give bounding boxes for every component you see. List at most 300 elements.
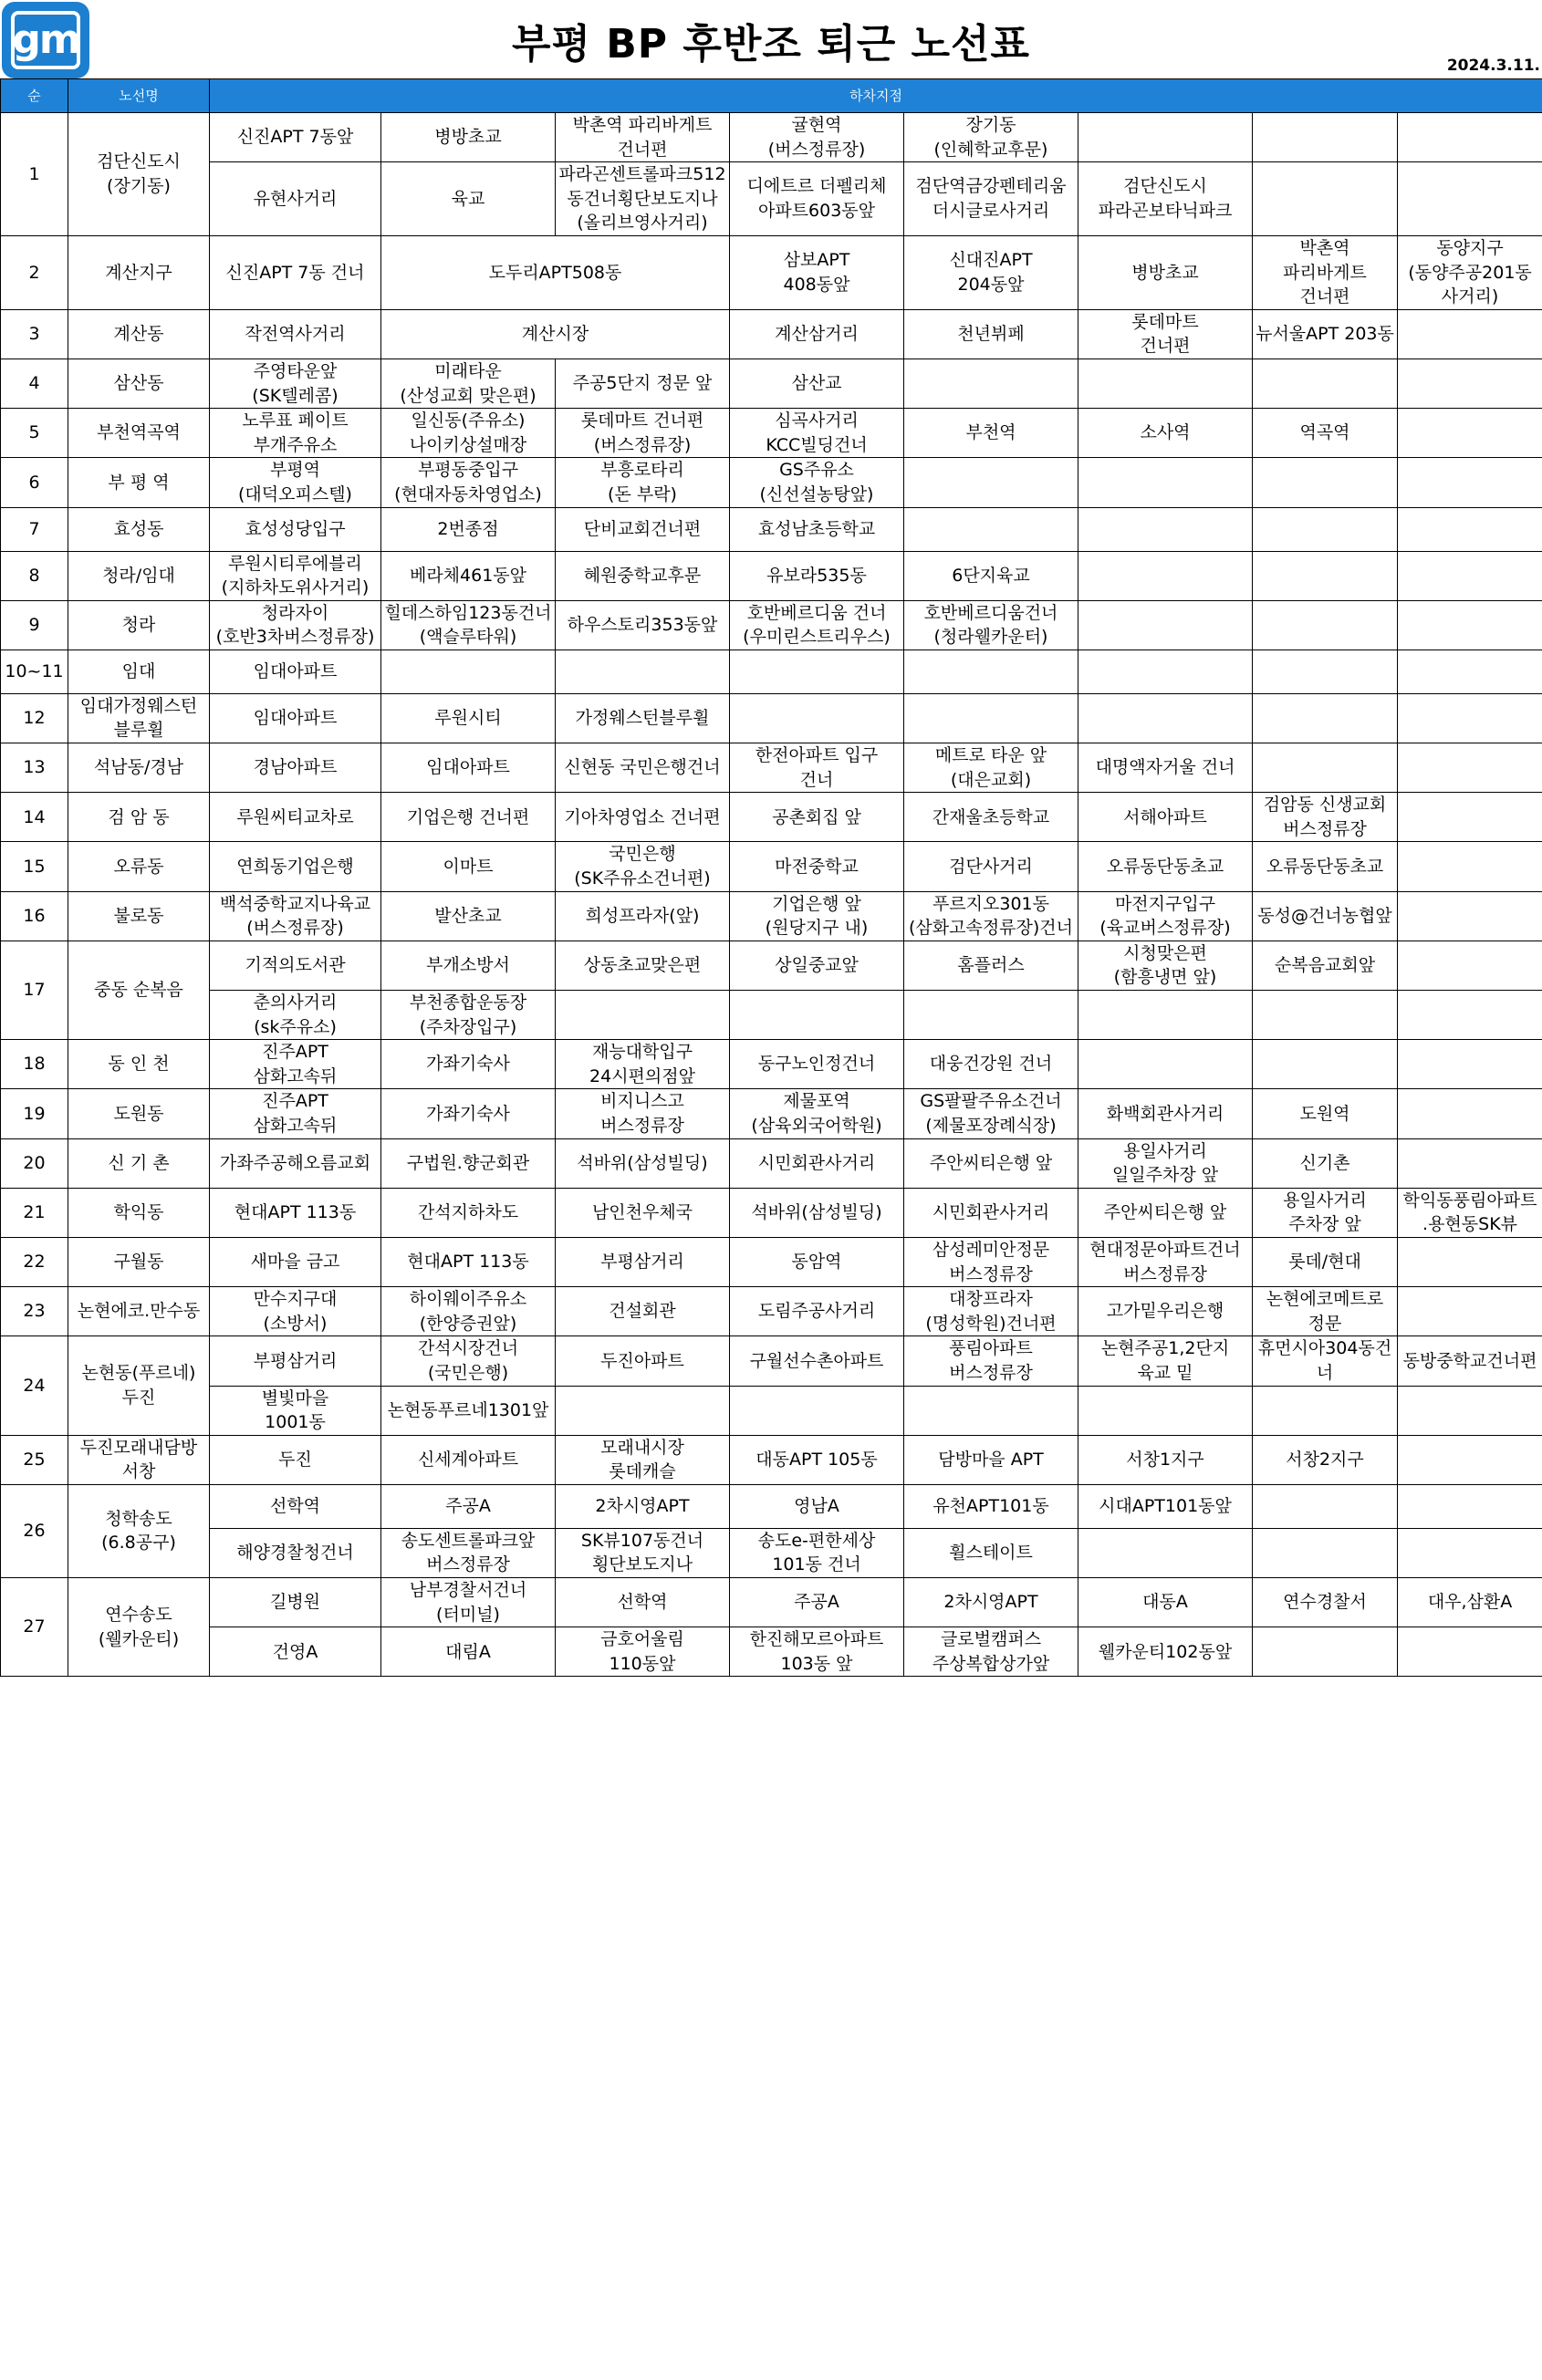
stop-cell: 길병원 <box>210 1578 381 1627</box>
header-num: 순 <box>1 79 68 113</box>
stop-cell: 용일사거리 일일주차장 앞 <box>1078 1138 1253 1188</box>
table-row <box>1 113 1542 162</box>
stop-cell: 부천종합운동장 (주차장입구) <box>381 991 556 1040</box>
stop-cell: 주공A <box>730 1578 904 1627</box>
stop-cell: 오류동단동초교 <box>1253 842 1398 891</box>
stop-cell: 부평삼거리 <box>556 1237 730 1286</box>
route-number: 27 <box>1 1578 68 1677</box>
stop-cell: 간석시장건너 (국민은행) <box>381 1336 556 1386</box>
stop-cell: 부흥로타리 (돈 부락) <box>556 458 730 507</box>
route-name: 청라/임대 <box>68 551 210 600</box>
stop-cell <box>1253 1386 1398 1435</box>
route-number: 20 <box>1 1138 68 1188</box>
stop-cell <box>1078 693 1253 743</box>
stop-cell: 시대APT101동앞 <box>1078 1484 1253 1528</box>
stop-cell: 구월선수촌아파트 <box>730 1336 904 1386</box>
stop-cell <box>1398 693 1542 743</box>
table-row <box>1 458 1542 507</box>
stop-cell: 혜원중학교후문 <box>556 551 730 600</box>
stop-cell: 제물포역 (삼육외국어학원) <box>730 1089 904 1138</box>
stop-cell <box>1398 113 1542 162</box>
route-number: 8 <box>1 551 68 600</box>
stop-cell <box>1398 941 1542 990</box>
route-name: 임대가정웨스턴 블루휠 <box>68 693 210 743</box>
gm-logo-text: gm <box>12 16 79 63</box>
stop-cell: 도두리APT508동 <box>381 235 730 309</box>
route-name: 불로동 <box>68 891 210 941</box>
stop-cell: 백석중학교지나육교 (버스정류장) <box>210 891 381 941</box>
stop-cell <box>730 991 904 1040</box>
stop-cell: 이마트 <box>381 842 556 891</box>
stop-cell <box>1253 458 1398 507</box>
stop-cell <box>1398 551 1542 600</box>
stop-cell: 석바위(삼성빌딩) <box>730 1188 904 1237</box>
stop-cell: 두진 <box>210 1435 381 1484</box>
stop-cell: 상동초교맞은편 <box>556 941 730 990</box>
stop-cell: 가정웨스턴블루휠 <box>556 693 730 743</box>
stop-cell <box>1078 1386 1253 1435</box>
stop-cell <box>556 1386 730 1435</box>
table-header-row <box>1 79 1542 113</box>
stop-cell: 경남아파트 <box>210 743 381 793</box>
stop-cell: 심곡사거리 KCC빌딩건너 <box>730 409 904 458</box>
stop-cell <box>1398 1138 1542 1188</box>
stop-cell <box>1398 842 1542 891</box>
stop-cell <box>1253 600 1398 650</box>
stop-cell: 별빛마을 1001동 <box>210 1386 381 1435</box>
route-name: 구월동 <box>68 1237 210 1286</box>
stop-cell: 메트로 타운 앞 (대은교회) <box>904 743 1078 793</box>
stop-cell <box>1398 600 1542 650</box>
route-name: 동 인 천 <box>68 1040 210 1089</box>
stop-cell: 간재울초등학교 <box>904 793 1078 842</box>
route-number: 24 <box>1 1336 68 1435</box>
stop-cell: 디에트르 더펠리체 아파트603동앞 <box>730 162 904 236</box>
table-row <box>1 551 1542 600</box>
stop-cell <box>1398 507 1542 551</box>
stop-cell: 순복음교회앞 <box>1253 941 1398 990</box>
route-number: 13 <box>1 743 68 793</box>
stop-cell: 글로벌캠퍼스 주상복합상가앞 <box>904 1627 1078 1677</box>
stop-cell: 부개소방서 <box>381 941 556 990</box>
stop-cell <box>1253 1484 1398 1528</box>
stop-cell: 대동APT 105동 <box>730 1435 904 1484</box>
stop-cell: 부평동중입구 (현대자동차영업소) <box>381 458 556 507</box>
stop-cell: 효성성당입구 <box>210 507 381 551</box>
route-table <box>0 78 1542 1677</box>
stop-cell: 휴먼시아304동건 너 <box>1253 1336 1398 1386</box>
stop-cell: 논현주공1,2단지 육교 밑 <box>1078 1336 1253 1386</box>
stop-cell: 신기촌 <box>1253 1138 1398 1188</box>
table-row <box>1 650 1542 693</box>
stop-cell: 가좌기숙사 <box>381 1089 556 1138</box>
stop-cell: 한전아파트 입구 건너 <box>730 743 904 793</box>
stop-cell <box>1253 1040 1398 1089</box>
stop-cell: 신진APT 7동앞 <box>210 113 381 162</box>
stop-cell: 새마을 금고 <box>210 1237 381 1286</box>
stop-cell: 연수경찰서 <box>1253 1578 1398 1627</box>
stop-cell: 푸르지오301동 (삼화고속정류장)건너 <box>904 891 1078 941</box>
stop-cell: 작전역사거리 <box>210 309 381 359</box>
table-row <box>1 1138 1542 1188</box>
stop-cell <box>1398 1386 1542 1435</box>
stop-cell: 병방초교 <box>381 113 556 162</box>
stop-cell: 마전중학교 <box>730 842 904 891</box>
stop-cell <box>730 650 904 693</box>
stop-cell <box>1078 359 1253 408</box>
stop-cell <box>1398 1287 1542 1336</box>
stop-cell: 웰카운티102동앞 <box>1078 1627 1253 1677</box>
stop-cell <box>904 693 1078 743</box>
stop-cell: 시민회관사거리 <box>730 1138 904 1188</box>
stop-cell: 신세계아파트 <box>381 1435 556 1484</box>
route-name: 청라 <box>68 600 210 650</box>
stop-cell: 진주APT 삼화고속뒤 <box>210 1040 381 1089</box>
stop-cell: 동방중학교건너편 <box>1398 1336 1542 1386</box>
route-name: 임대 <box>68 650 210 693</box>
stop-cell: 대웅건강원 건너 <box>904 1040 1078 1089</box>
route-number: 3 <box>1 309 68 359</box>
stop-cell <box>1253 743 1398 793</box>
stop-cell: 연희동기업은행 <box>210 842 381 891</box>
route-name: 검단신도시 (장기동) <box>68 113 210 236</box>
stop-cell: 유보라535동 <box>730 551 904 600</box>
stop-cell: 홈플러스 <box>904 941 1078 990</box>
stop-cell <box>1398 162 1542 236</box>
stop-cell: 서창2지구 <box>1253 1435 1398 1484</box>
route-number: 23 <box>1 1287 68 1336</box>
stop-cell: 병방초교 <box>1078 235 1253 309</box>
stop-cell: 한진해모르아파트 103동 앞 <box>730 1627 904 1677</box>
stop-cell: 롯데마트 건너편 <box>1078 309 1253 359</box>
stop-cell: 기업은행 앞 (원당지구 내) <box>730 891 904 941</box>
stop-cell <box>1078 600 1253 650</box>
route-number: 12 <box>1 693 68 743</box>
table-row <box>1 409 1542 458</box>
stop-cell: 힐데스하임123동건너 (액슬루타워) <box>381 600 556 650</box>
stop-cell: 상일중교앞 <box>730 941 904 990</box>
stop-cell: 선학역 <box>556 1578 730 1627</box>
stop-cell: 주공A <box>381 1484 556 1528</box>
stop-cell: 휠스테이트 <box>904 1528 1078 1577</box>
stop-cell: 주안씨티은행 앞 <box>904 1138 1078 1188</box>
stop-cell <box>1078 507 1253 551</box>
route-number: 26 <box>1 1484 68 1577</box>
stop-cell: GS주유소 (신선설농탕앞) <box>730 458 904 507</box>
stop-cell <box>1253 359 1398 408</box>
stop-cell: 삼산교 <box>730 359 904 408</box>
stop-cell: 서창1지구 <box>1078 1435 1253 1484</box>
stop-cell: 육교 <box>381 162 556 236</box>
stop-cell: 박촌역 파리바게트 건너편 <box>1253 235 1398 309</box>
route-name: 중동 순복음 <box>68 941 210 1039</box>
stop-cell: 유현사거리 <box>210 162 381 236</box>
stop-cell: 2번종점 <box>381 507 556 551</box>
route-number: 15 <box>1 842 68 891</box>
stop-cell: 석바위(삼성빌딩) <box>556 1138 730 1188</box>
stop-cell: 청라자이 (호반3차버스정류장) <box>210 600 381 650</box>
table-row <box>1 1484 1542 1528</box>
stop-cell: 계산삼거리 <box>730 309 904 359</box>
stop-cell: 임대아파트 <box>381 743 556 793</box>
stop-cell: 풍림아파트 버스정류장 <box>904 1336 1078 1386</box>
stop-cell: 선학역 <box>210 1484 381 1528</box>
table-row <box>1 693 1542 743</box>
route-name: 신 기 촌 <box>68 1138 210 1188</box>
stop-cell <box>1078 458 1253 507</box>
table-row <box>1 1627 1542 1677</box>
stop-cell: 임대아파트 <box>210 650 381 693</box>
stop-cell: 장기동 (인혜학교후문) <box>904 113 1078 162</box>
table-row <box>1 941 1542 990</box>
header-route: 노선명 <box>68 79 210 113</box>
stop-cell: 부평삼거리 <box>210 1336 381 1386</box>
stop-cell <box>1253 551 1398 600</box>
stop-cell: 부천역 <box>904 409 1078 458</box>
stop-cell <box>1398 309 1542 359</box>
table-row <box>1 359 1542 408</box>
stop-cell <box>1398 891 1542 941</box>
route-name: 도원동 <box>68 1089 210 1138</box>
table-row <box>1 1386 1542 1435</box>
stop-cell: 2차시영APT <box>904 1578 1078 1627</box>
stop-cell <box>1398 793 1542 842</box>
stop-cell: 기아차영업소 건너편 <box>556 793 730 842</box>
stop-cell <box>1398 1237 1542 1286</box>
stop-cell <box>1078 650 1253 693</box>
route-name: 연수송도 (웰카운티) <box>68 1578 210 1677</box>
route-number: 1 <box>1 113 68 236</box>
stop-cell: 모래내시장 롯데캐슬 <box>556 1435 730 1484</box>
stop-cell: 노루표 페이트 부개주유소 <box>210 409 381 458</box>
stop-cell: 주영타운앞 (SK텔레콤) <box>210 359 381 408</box>
route-table-body <box>1 113 1542 1677</box>
stop-cell <box>1398 1435 1542 1484</box>
stop-cell: 하우스토리353동앞 <box>556 600 730 650</box>
stop-cell: 용일사거리 주차장 앞 <box>1253 1188 1398 1237</box>
stop-cell: 임대아파트 <box>210 693 381 743</box>
stop-cell: 6단지육교 <box>904 551 1078 600</box>
stop-cell: 롯데마트 건너편 (버스정류장) <box>556 409 730 458</box>
stop-cell: 천년뷔페 <box>904 309 1078 359</box>
stop-cell: 신대진APT 204동앞 <box>904 235 1078 309</box>
stop-cell: 효성남초등학교 <box>730 507 904 551</box>
stop-cell: 동암역 <box>730 1237 904 1286</box>
stop-cell <box>1253 991 1398 1040</box>
table-row <box>1 842 1542 891</box>
stop-cell: 루원시티루에블리 (지하차도위사거리) <box>210 551 381 600</box>
stop-cell: 두진아파트 <box>556 1336 730 1386</box>
stop-cell: 검단사거리 <box>904 842 1078 891</box>
stop-cell: 간석지하차도 <box>381 1188 556 1237</box>
stop-cell <box>904 359 1078 408</box>
route-number: 5 <box>1 409 68 458</box>
stop-cell: 삼보APT 408동앞 <box>730 235 904 309</box>
stop-cell: 기적의도서관 <box>210 941 381 990</box>
stop-cell <box>904 991 1078 1040</box>
stop-cell <box>1078 1040 1253 1089</box>
stop-cell: 담방마을 APT <box>904 1435 1078 1484</box>
route-number: 14 <box>1 793 68 842</box>
stop-cell: 검단역금강펜테리움 더시글로사거리 <box>904 162 1078 236</box>
stop-cell <box>1253 1528 1398 1577</box>
route-number: 6 <box>1 458 68 507</box>
stop-cell <box>556 991 730 1040</box>
stop-cell: 계산시장 <box>381 309 730 359</box>
stop-cell: 검단신도시 파라곤보타닉파크 <box>1078 162 1253 236</box>
stop-cell <box>904 507 1078 551</box>
table-row <box>1 1336 1542 1386</box>
stop-cell: 검암동 신생교회 버스정류장 <box>1253 793 1398 842</box>
stop-cell: 2차시영APT <box>556 1484 730 1528</box>
stop-cell: 금호어울림 110동앞 <box>556 1627 730 1677</box>
stop-cell: 송도e-편한세상 101동 건너 <box>730 1528 904 1577</box>
route-number: 17 <box>1 941 68 1039</box>
stop-cell <box>1253 650 1398 693</box>
stop-cell: 부평역 (대덕오피스텔) <box>210 458 381 507</box>
stop-cell <box>904 650 1078 693</box>
stop-cell: 현대APT 113동 <box>381 1237 556 1286</box>
stop-cell: 신현동 국민은행건너 <box>556 743 730 793</box>
stop-cell: 비지니스고 버스정류장 <box>556 1089 730 1138</box>
route-name: 부천역곡역 <box>68 409 210 458</box>
stop-cell: 루원씨티교차로 <box>210 793 381 842</box>
route-number: 2 <box>1 235 68 309</box>
stop-cell: 동성@건너농협앞 <box>1253 891 1398 941</box>
stop-cell: 동구노인정건너 <box>730 1040 904 1089</box>
stop-cell <box>381 650 556 693</box>
route-name: 오류동 <box>68 842 210 891</box>
stop-cell: 가좌주공해오름교회 <box>210 1138 381 1188</box>
stop-cell: 화백회관사거리 <box>1078 1089 1253 1138</box>
stop-cell: 영남A <box>730 1484 904 1528</box>
route-name: 논현동(푸르네) 두진 <box>68 1336 210 1435</box>
stop-cell: 대우,삼환A <box>1398 1578 1542 1627</box>
stop-cell <box>904 1386 1078 1435</box>
stop-cell: 하이웨이주유소 (한양증권앞) <box>381 1287 556 1336</box>
stop-cell <box>1398 743 1542 793</box>
table-row <box>1 162 1542 236</box>
stop-cell: 기업은행 건너편 <box>381 793 556 842</box>
stop-cell: 공촌회집 앞 <box>730 793 904 842</box>
route-number: 16 <box>1 891 68 941</box>
route-number: 22 <box>1 1237 68 1286</box>
route-name: 두진모래내담방 서창 <box>68 1435 210 1484</box>
stop-cell <box>1398 409 1542 458</box>
stop-cell: 재능대학입구 24시편의점앞 <box>556 1040 730 1089</box>
stop-cell: 논현동푸르네1301앞 <box>381 1386 556 1435</box>
table-row <box>1 1435 1542 1484</box>
stop-cell <box>1253 693 1398 743</box>
stop-cell: 진주APT 삼화고속뒤 <box>210 1089 381 1138</box>
stop-cell: 단비교회건너편 <box>556 507 730 551</box>
stop-cell <box>1078 551 1253 600</box>
route-number: 18 <box>1 1040 68 1089</box>
stop-cell: 남부경찰서건너 (터미널) <box>381 1578 556 1627</box>
stop-cell: 송도센트롤파크앞 버스정류장 <box>381 1528 556 1577</box>
stop-cell <box>730 693 904 743</box>
table-row <box>1 507 1542 551</box>
stop-cell <box>904 458 1078 507</box>
table-row <box>1 309 1542 359</box>
table-row <box>1 1578 1542 1627</box>
table-row <box>1 600 1542 650</box>
stop-cell <box>1398 1089 1542 1138</box>
stop-cell: 발산초교 <box>381 891 556 941</box>
route-name: 청학송도 (6.8공구) <box>68 1484 210 1577</box>
route-name: 효성동 <box>68 507 210 551</box>
table-row <box>1 793 1542 842</box>
stop-cell: 대창프라자 (명성학원)건너편 <box>904 1287 1078 1336</box>
stop-cell <box>1398 359 1542 408</box>
stop-cell: SK뷰107동건너 횡단보도지나 <box>556 1528 730 1577</box>
stop-cell: 국민은행 (SK주유소건너편) <box>556 842 730 891</box>
stop-cell: 유천APT101동 <box>904 1484 1078 1528</box>
stop-cell: 롯데/현대 <box>1253 1237 1398 1286</box>
stop-cell: 박촌역 파리바게트 건너편 <box>556 113 730 162</box>
route-name: 검 암 동 <box>68 793 210 842</box>
table-row <box>1 1188 1542 1237</box>
stop-cell: 현대APT 113동 <box>210 1188 381 1237</box>
route-number: 19 <box>1 1089 68 1138</box>
stop-cell: 소사역 <box>1078 409 1253 458</box>
stop-cell: 오류동단동초교 <box>1078 842 1253 891</box>
stop-cell: 호반베르디움 건너 (우미린스트리우스) <box>730 600 904 650</box>
stop-cell: GS팔팔주유소건너 (제물포장례식장) <box>904 1089 1078 1138</box>
stop-cell: 동양지구 (동양주공201동 사거리) <box>1398 235 1542 309</box>
stop-cell: 구법원.향군회관 <box>381 1138 556 1188</box>
stop-cell: 도림주공사거리 <box>730 1287 904 1336</box>
stop-cell: 남인천우체국 <box>556 1188 730 1237</box>
route-name: 논현에코.만수동 <box>68 1287 210 1336</box>
stop-cell: 귤현역 (버스정류장) <box>730 113 904 162</box>
page-title: 부평 BP 후반조 퇴근 노선표 <box>511 21 1031 68</box>
stop-cell <box>1253 507 1398 551</box>
route-number: 7 <box>1 507 68 551</box>
stop-cell: 건설회관 <box>556 1287 730 1336</box>
stop-cell: 춘의사거리 (sk주유소) <box>210 991 381 1040</box>
stop-cell <box>1078 113 1253 162</box>
stop-cell: 가좌기숙사 <box>381 1040 556 1089</box>
route-number: 21 <box>1 1188 68 1237</box>
route-name: 계산지구 <box>68 235 210 309</box>
stop-cell: 대명액자거울 건너 <box>1078 743 1253 793</box>
route-name: 석남동/경남 <box>68 743 210 793</box>
stop-cell: 삼성레미안정문 버스정류장 <box>904 1237 1078 1286</box>
route-name: 부 평 역 <box>68 458 210 507</box>
stop-cell: 신진APT 7동 건너 <box>210 235 381 309</box>
stop-cell <box>1398 650 1542 693</box>
stop-cell <box>1398 458 1542 507</box>
header-stops: 하차지점 <box>210 79 1542 113</box>
route-name: 학익동 <box>68 1188 210 1237</box>
stop-cell: 파라곤센트롤파크512 동건너횡단보도지나 (올리브영사거리) <box>556 162 730 236</box>
route-name: 삼산동 <box>68 359 210 408</box>
route-number: 9 <box>1 600 68 650</box>
table-row <box>1 743 1542 793</box>
stop-cell: 호반베르디움건너 (청라웰카운터) <box>904 600 1078 650</box>
stop-cell: 해양경찰청건너 <box>210 1528 381 1577</box>
stop-cell: 대동A <box>1078 1578 1253 1627</box>
stop-cell: 루원시티 <box>381 693 556 743</box>
stop-cell: 미래타운 (산성교회 맞은편) <box>381 359 556 408</box>
table-row <box>1 1237 1542 1286</box>
stop-cell: 마전지구입구 (육교버스정류장) <box>1078 891 1253 941</box>
table-row <box>1 891 1542 941</box>
table-row <box>1 1040 1542 1089</box>
stop-cell: 희성프라자(앞) <box>556 891 730 941</box>
table-row <box>1 991 1542 1040</box>
